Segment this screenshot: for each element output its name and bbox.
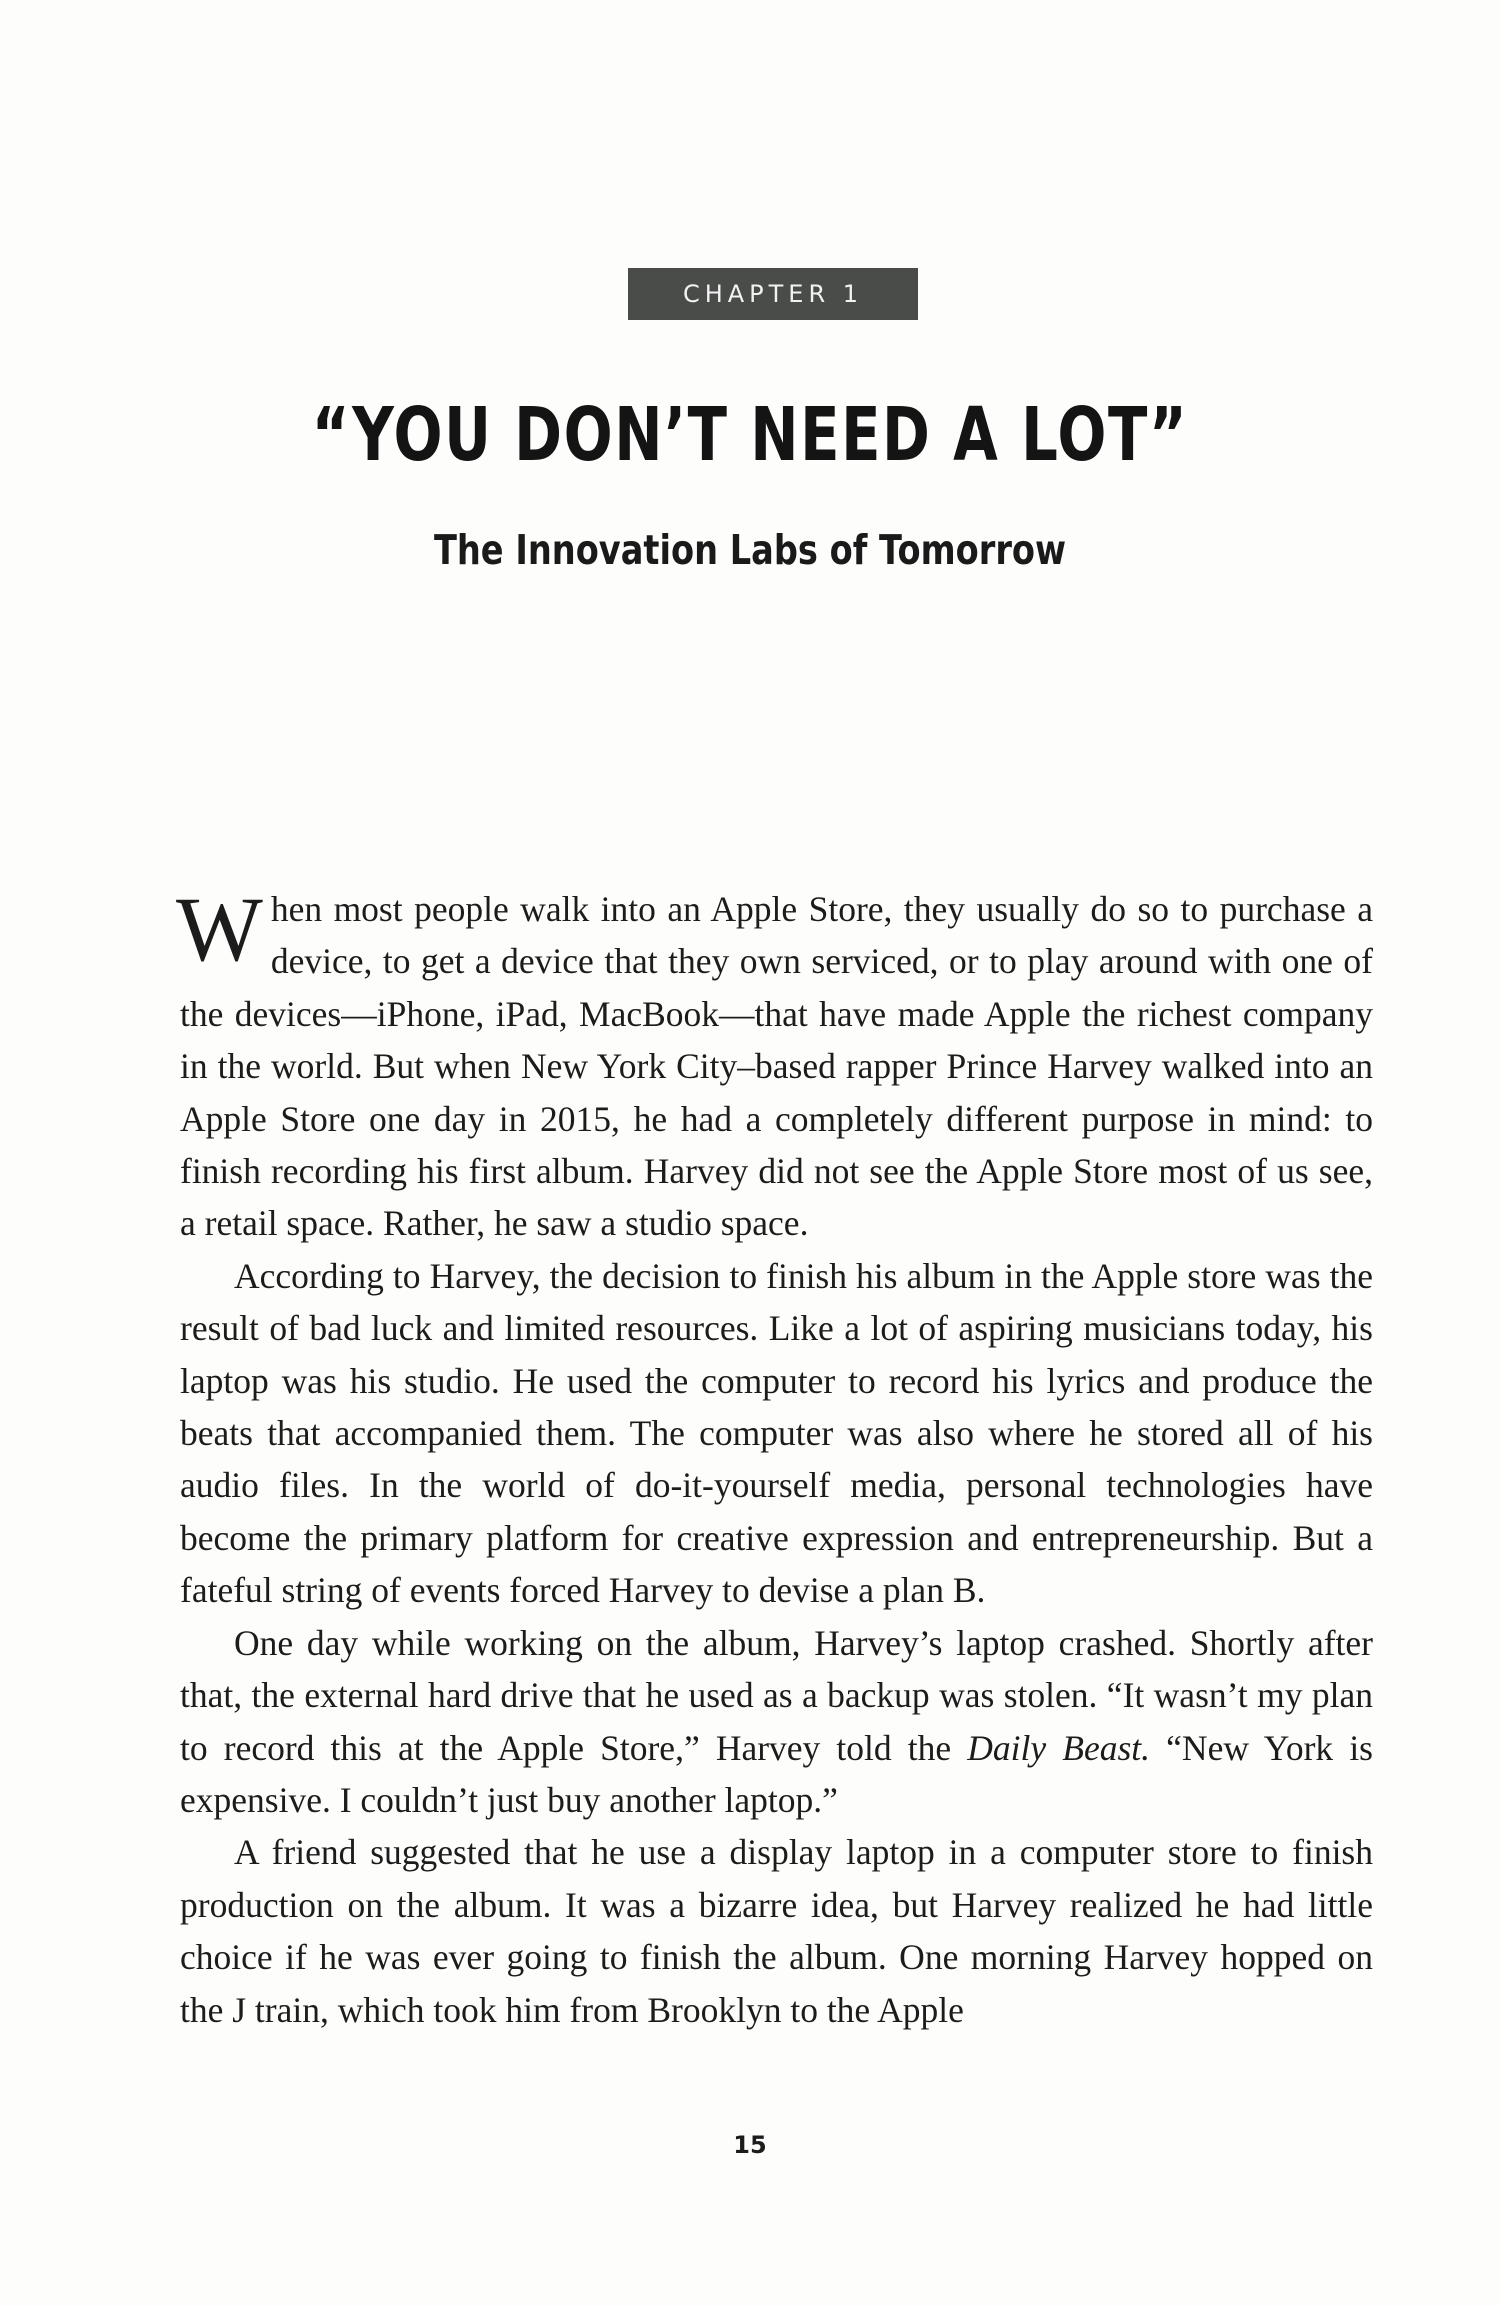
chapter-title: “YOU DON’T NEED A LOT” xyxy=(311,392,1189,478)
paragraph-4: A friend suggested that he use a display laptop in a computer store to finish production on the album. It was a bizarre idea, but Harvey realized he had little choice if he was ever going to finish the album. One morning Harvey hopped on the J train, which took him from Brooklyn to the Apple xyxy=(180,1832,1373,2030)
paragraph-3 xyxy=(180,1617,1373,1827)
drop-cap: W xyxy=(176,878,263,980)
paragraph-1-text: hen most people walk into an Apple Store, they usually do so to purchase a device, to get a device that they own serviced, or to play around with one of the devices—iPhone, iPad, MacBook—that have made Apple the richest company in the world. But when New York City–based rapper Prince Harvey walked into an Apple Store one day in 2015, he had a completely different purpose in mind: to finish recording his first album. Harvey did not see the Apple Store most of us see, a retail space. Rather, he saw a studio space. xyxy=(180,889,1373,1244)
body-text xyxy=(176,878,1373,2036)
paragraph-3-text-before: One day while working on the album, Harvey’s laptop crashed. Shortly after that, the external hard drive that he used as a backup was stolen. “It wasn’t my plan to record this at the Apple Store,” Harvey told the xyxy=(180,1622,1373,1768)
chapter-subtitle: The Innovation Labs of Tomorrow xyxy=(433,526,1067,574)
paragraph-1 xyxy=(176,878,1373,1250)
paragraph-3-text-after: “New York is expensive. I couldn’t just buy another laptop.” xyxy=(180,1727,1373,1820)
paragraph-2: According to Harvey, the decision to finish his album in the Apple store was the result of bad luck and limited resources. Like a lot of aspiring musicians today, his laptop was his studio. He used the computer to record his lyrics and produce the beats that accompanied them. The computer was also where he stored all of his audio files. In the world of do-it-yourself media, personal technologies have become the primary platform for creative expression and entrepreneurship. But a fateful string of events forced Harvey to devise a plan B. xyxy=(180,1255,1373,1611)
publication-name: Daily Beast. xyxy=(967,1727,1151,1768)
chapter-label: CHAPTER 1 xyxy=(628,268,918,320)
page-number: 15 xyxy=(733,2131,767,2159)
